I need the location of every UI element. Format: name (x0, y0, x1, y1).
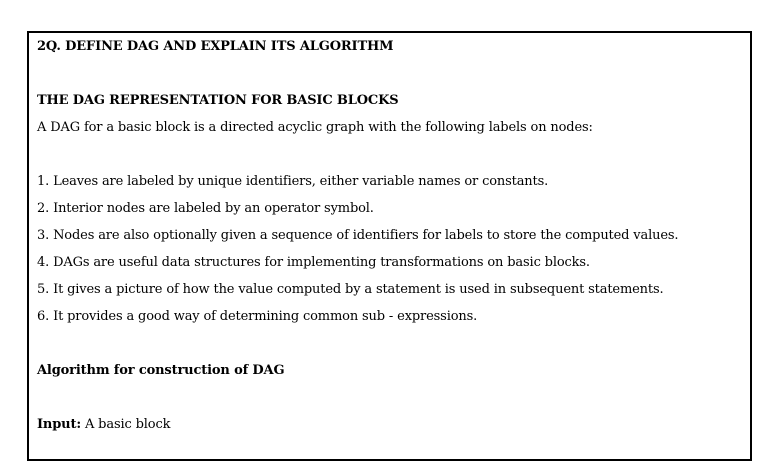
intro-paragraph: A DAG for a basic block is a directed acyclic graph with the following labels on nodes: (37, 120, 593, 135)
list-item: 5. It gives a picture of how the value computed by a statement is used in subsequent statements. (37, 282, 664, 297)
section-heading: THE DAG REPRESENTATION FOR BASIC BLOCKS (37, 93, 399, 108)
algorithm-heading: Algorithm for construction of DAG (37, 363, 285, 378)
list-item: 6. It provides a good way of determining common sub - expressions. (37, 309, 478, 324)
list-item: 2. Interior nodes are labeled by an operator symbol. (37, 201, 374, 216)
input-text: A basic block (80, 417, 171, 432)
input-label: Input: (37, 417, 81, 432)
question-heading: 2Q. DEFINE DAG AND EXPLAIN ITS ALGORITHM (37, 39, 394, 54)
input-line (37, 417, 170, 433)
list-item: 1. Leaves are labeled by unique identifiers, either variable names or constants. (37, 174, 549, 189)
list-item: 4. DAGs are useful data structures for implementing transformations on basic blocks. (37, 255, 590, 270)
list-item: 3. Nodes are also optionally given a sequence of identifiers for labels to store the computed values. (37, 228, 679, 243)
